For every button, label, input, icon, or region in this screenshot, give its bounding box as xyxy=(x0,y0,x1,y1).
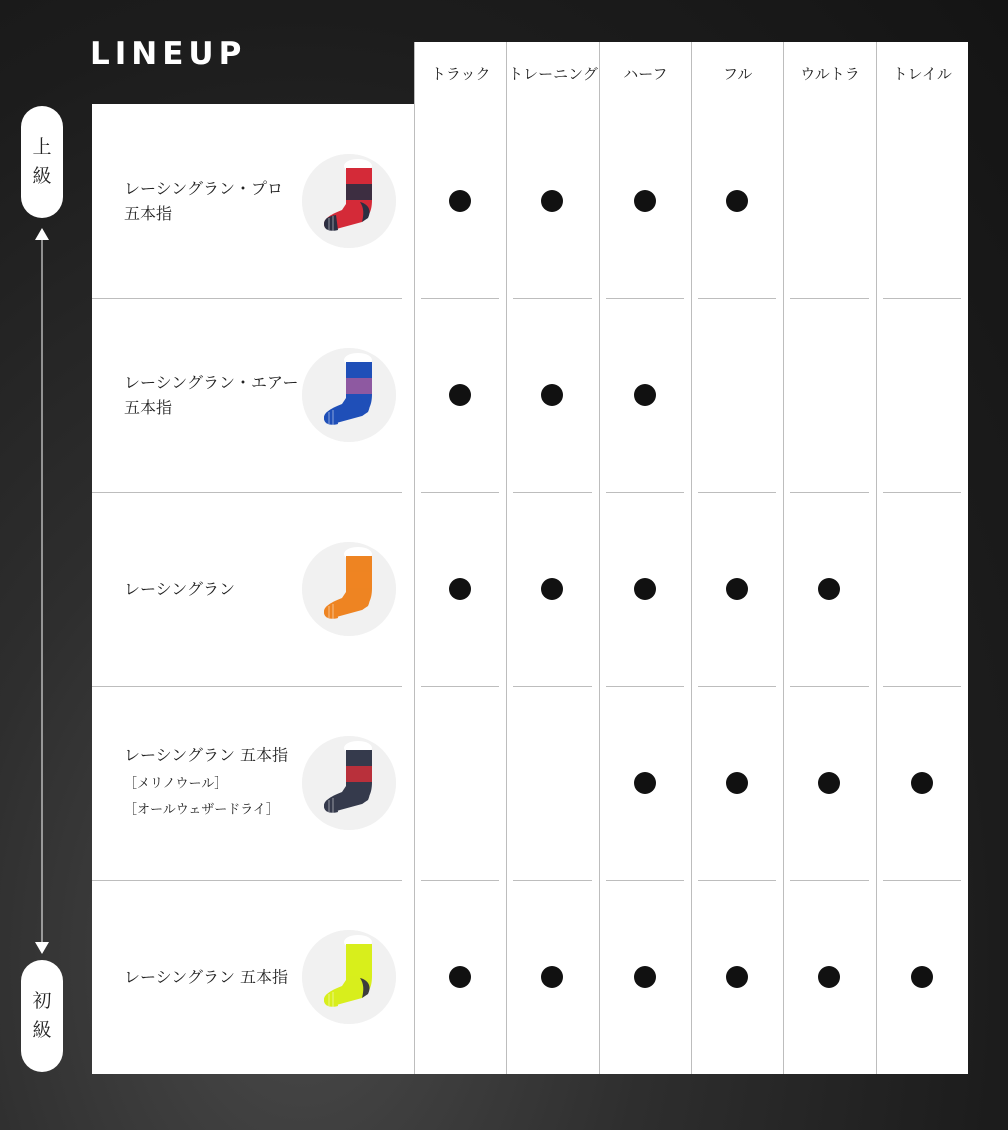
orange-sock-icon xyxy=(302,542,396,636)
level-beginner-label xyxy=(21,960,63,1072)
row-divider xyxy=(790,492,868,493)
row-divider xyxy=(606,298,684,299)
column-header-track: トラック xyxy=(414,42,506,104)
column-divider xyxy=(599,104,600,1074)
column-header-half: ハーフ xyxy=(599,42,691,104)
level-advanced-label xyxy=(21,106,63,218)
compat-dot-track xyxy=(449,966,471,988)
compat-dot-half xyxy=(634,384,656,406)
compat-dot-trail xyxy=(911,966,933,988)
column-divider xyxy=(506,104,507,1074)
row-divider xyxy=(421,298,499,299)
level-axis-arrow xyxy=(32,228,52,954)
product-row xyxy=(92,880,414,1074)
row-divider xyxy=(421,686,499,687)
compat-dot-full xyxy=(726,966,748,988)
yellow-toe-sock-icon xyxy=(302,930,396,1024)
product-name-line: 五本指 xyxy=(124,398,173,417)
level-beginner-char-1: 初 xyxy=(32,989,52,1012)
compat-dot-ultra xyxy=(818,578,840,600)
column-header-ultra: ウルトラ xyxy=(783,42,875,104)
level-advanced-char-2: 級 xyxy=(32,165,52,187)
product-name-line: レーシングラン・プロ xyxy=(124,179,283,198)
navy-red-toe-sock-icon xyxy=(302,736,396,830)
row-divider xyxy=(513,880,591,881)
row-divider xyxy=(883,492,961,493)
product-name xyxy=(124,370,304,420)
row-divider xyxy=(698,298,776,299)
row-divider xyxy=(513,686,591,687)
row-divider xyxy=(513,492,591,493)
product-name xyxy=(124,577,304,602)
product-name xyxy=(124,965,304,990)
product-name-line: レーシングラン・エアー xyxy=(124,373,299,392)
column-header-training: トレーニング xyxy=(506,42,598,104)
row-divider xyxy=(606,492,684,493)
lineup-table xyxy=(92,104,968,1074)
product-row xyxy=(92,298,414,492)
row-divider xyxy=(790,686,868,687)
compat-dot-track xyxy=(449,384,471,406)
compat-dot-ultra xyxy=(818,772,840,794)
product-row xyxy=(92,686,414,880)
compat-dot-training xyxy=(541,384,563,406)
compat-dot-training xyxy=(541,966,563,988)
row-divider xyxy=(698,686,776,687)
compat-dot-full xyxy=(726,578,748,600)
product-row xyxy=(92,492,414,686)
row-divider xyxy=(883,298,961,299)
compat-dot-trail xyxy=(911,772,933,794)
column-divider xyxy=(414,104,415,1074)
compat-dot-track xyxy=(449,578,471,600)
row-divider xyxy=(790,880,868,881)
row-divider xyxy=(698,492,776,493)
level-advanced-char-1: 上 xyxy=(32,135,52,158)
column-header-trail: トレイル xyxy=(876,42,968,104)
compat-dot-half xyxy=(634,190,656,212)
level-beginner-char-2: 級 xyxy=(32,1019,52,1041)
column-divider xyxy=(783,104,784,1074)
row-divider xyxy=(698,880,776,881)
product-variant-label: ［オールウェザードライ］ xyxy=(124,802,279,818)
column-header-full: フル xyxy=(691,42,783,104)
row-divider xyxy=(883,686,961,687)
row-divider xyxy=(421,492,499,493)
compat-dot-ultra xyxy=(818,966,840,988)
product-name xyxy=(124,743,304,824)
product-name-line: 五本指 xyxy=(124,204,173,223)
compat-dot-track xyxy=(449,190,471,212)
blue-toe-sock-icon xyxy=(302,348,396,442)
row-divider xyxy=(513,298,591,299)
row-divider xyxy=(421,880,499,881)
compat-dot-training xyxy=(541,578,563,600)
row-divider xyxy=(606,686,684,687)
red-toe-sock-icon xyxy=(302,154,396,248)
row-divider xyxy=(883,880,961,881)
product-variant-label: ［メリノウール］ xyxy=(124,776,228,792)
product-name xyxy=(124,176,304,226)
compat-dot-half xyxy=(634,966,656,988)
product-name-line: レーシングラン 五本指 xyxy=(124,745,289,765)
compat-dot-training xyxy=(541,190,563,212)
product-row xyxy=(92,104,414,298)
column-divider xyxy=(691,104,692,1074)
column-divider xyxy=(876,104,877,1074)
page-title: LINEUP xyxy=(90,36,247,72)
compat-dot-full xyxy=(726,772,748,794)
row-divider xyxy=(606,880,684,881)
product-name-line: レーシングラン 五本指 xyxy=(124,967,289,987)
compat-dot-full xyxy=(726,190,748,212)
row-divider xyxy=(790,298,868,299)
product-name-line: レーシングラン xyxy=(124,579,235,599)
compat-dot-half xyxy=(634,772,656,794)
compat-dot-half xyxy=(634,578,656,600)
